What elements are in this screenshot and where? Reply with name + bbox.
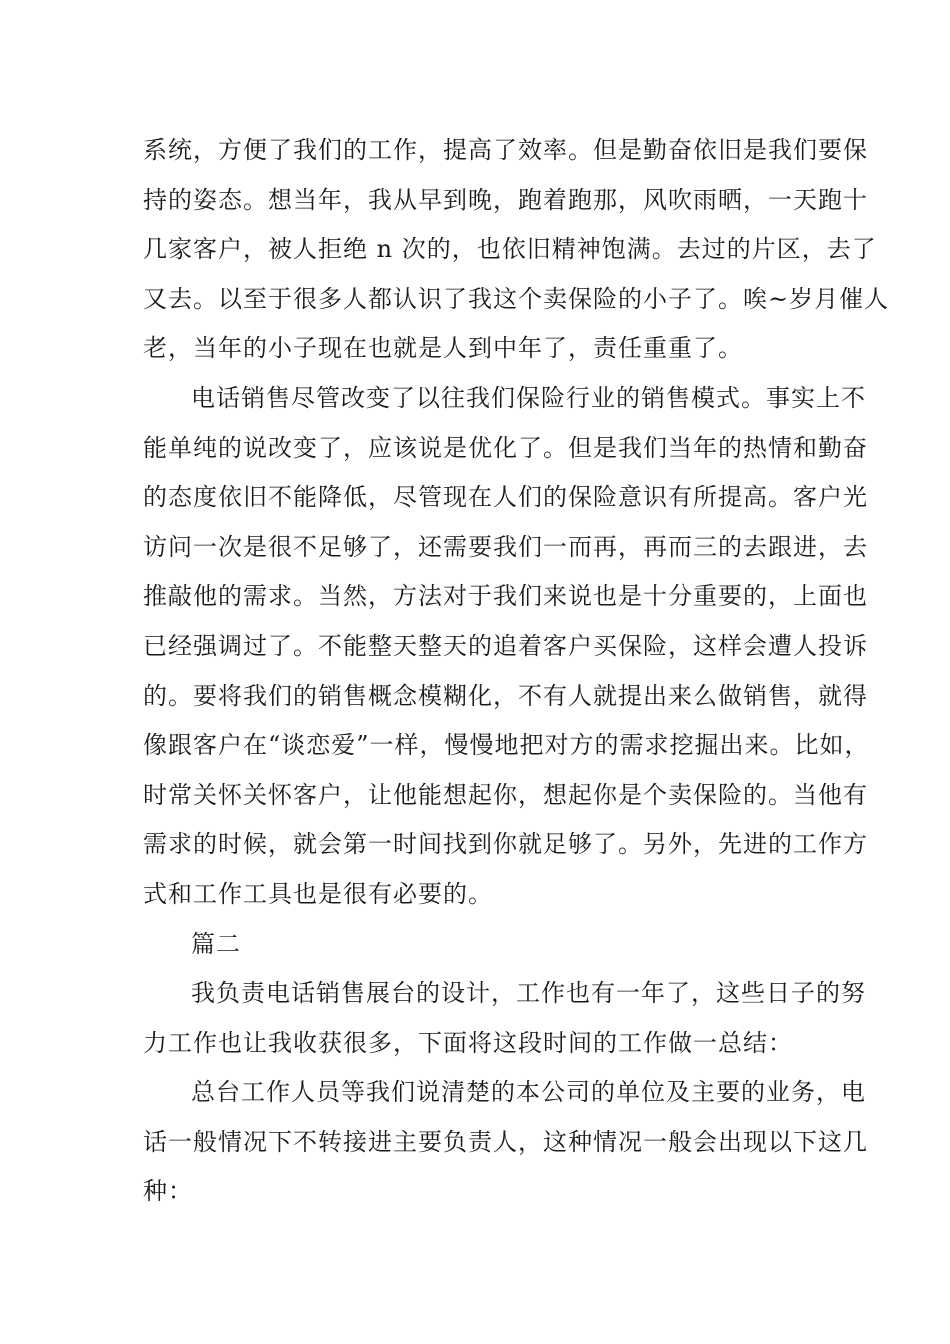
text-line: 能单纯的说改变了，应该说是优化了。但是我们当年的热情和勤奋 <box>143 433 868 462</box>
text-line: 话一般情况下不转接进主要负责人，这种情况一般会出现以下这几 <box>143 1127 868 1156</box>
text-line: 像跟客户在“谈恋爱”一样，慢慢地把对方的需求挖掘出来。比如， <box>143 731 870 760</box>
text-line: 的。要将我们的销售概念模糊化，不有人就提出来么做销售，就得 <box>143 681 868 710</box>
section-heading: 篇二 <box>191 929 241 958</box>
text-line: 时常关怀关怀客户，让他能想起你，想起你是个卖保险的。当他有 <box>143 780 868 809</box>
text-line: 种： <box>143 1177 193 1206</box>
text-line: 已经强调过了。不能整天整天的追着客户买保险，这样会遭人投诉 <box>143 631 868 660</box>
text-line: 系统，方便了我们的工作，提高了效率。但是勤奋依旧是我们要保 <box>143 136 868 164</box>
text-line: 推敲他的需求。当然，方法对于我们来说也是十分重要的，上面也 <box>143 582 868 611</box>
text-line: 几家客户，被人拒绝 n 次的，也依旧精神饱满。去过的片区，去了 <box>143 235 877 264</box>
text-line: 老，当年的小子现在也就是人到中年了，责任重重了。 <box>143 334 743 363</box>
text-line: 访问一次是很不足够了，还需要我们一而再，再而三的去跟进，去 <box>143 532 868 561</box>
text-line: 的态度依旧不能降低，尽管现在人们的保险意识有所提高。客户光 <box>143 483 868 512</box>
text-line: 需求的时候，就会第一时间找到你就足够了。另外，先进的工作方 <box>143 830 868 859</box>
text-line: 持的姿态。想当年，我从早到晚，跑着跑那，风吹雨晒，一天跑十 <box>143 185 868 214</box>
text-line: 力工作也让我收获很多，下面将这段时间的工作做一总结： <box>143 1028 793 1057</box>
text-line: 又去。以至于很多人都认识了我这个卖保险的小子了。唉~岁月催人 <box>143 284 890 313</box>
text-line: 式和工作工具也是很有必要的。 <box>143 879 493 908</box>
paragraph-start-line: 电话销售尽管改变了以往我们保险行业的销售模式。事实上不 <box>191 383 866 412</box>
document-body <box>143 126 890 1217</box>
paragraph-start-line: 我负责电话销售展台的设计，工作也有一年了，这些日子的努 <box>191 979 866 1008</box>
paragraph-start-line: 总台工作人员等我们说清楚的本公司的单位及主要的业务，电 <box>191 1078 866 1107</box>
